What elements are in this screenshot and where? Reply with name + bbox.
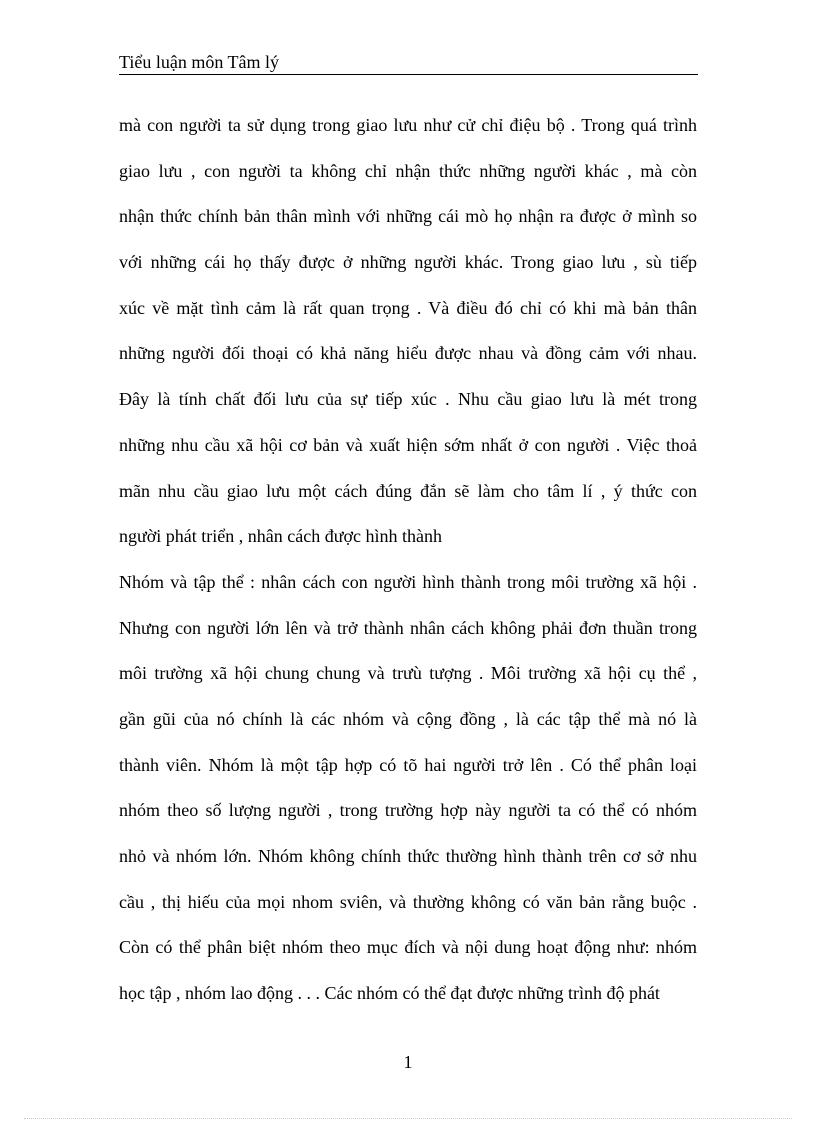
text-line: Nhưng con người lớn lên và trở thành nhân cách không phải đơn thuần trong <box>119 617 697 638</box>
text-line: mãn nhu cầu giao lưu một cách đúng đắn sẽ làm cho tâm lí , ý thức con <box>119 480 697 501</box>
text-line: Còn có thể phân biệt nhóm theo mục đích và nội dung hoạt động như: nhóm <box>119 937 697 958</box>
text-line: học tập , nhóm lao động . . . Các nhóm có thể đạt được những trình độ phát <box>119 983 660 1004</box>
page-header <box>119 50 698 75</box>
text-line: giao lưu , con người ta không chỉ nhận thức những người khác , mà còn <box>119 160 697 181</box>
text-line: xúc về mặt tình cảm là rất quan trọng . Và điều đó chỉ có khi mà bản thân <box>119 297 697 318</box>
text-line: thành viên. Nhóm là một tập hợp có tõ hai người trở lên . Có thể phân loại <box>119 754 697 775</box>
page-number: 1 <box>403 1052 413 1072</box>
text-line: mà con người ta sử dụng trong giao lưu như cử chỉ điệu bộ . Trong quá trình <box>119 115 697 135</box>
body-text <box>119 108 697 1022</box>
page-bottom-edge <box>24 1118 792 1119</box>
text-line: những người đối thoại có khả năng hiểu được nhau và đồng cảm với nhau. <box>119 343 697 364</box>
text-line: người phát triển , nhân cách được hình thành <box>119 526 442 547</box>
text-line: Nhóm và tập thể : nhân cách con người hình thành trong môi trường xã hội . <box>119 571 697 592</box>
text-line: gần gũi của nó chính là các nhóm và cộng đồng , là các tập thể mà nó là <box>119 708 697 729</box>
text-line: nhỏ và nhóm lớn. Nhóm không chính thức thường hình thành trên cơ sở nhu <box>119 846 697 866</box>
text-line: nhóm theo số lượng người , trong trường hợp này người ta có thể có nhóm <box>119 800 697 821</box>
text-line: với những cái họ thấy được ở những người khác. Trong giao lưu , sù tiếp <box>119 252 697 273</box>
text-line: môi trường xã hội chung chung và trưù tượng . Môi trường xã hội cụ thể , <box>119 663 697 684</box>
text-line: cầu , thị hiếu của mọi nhom sviên, và thường không có văn bản rằng buộc . <box>119 891 697 912</box>
text-line: những nhu cầu xã hội cơ bản và xuất hiện sớm nhất ở con người . Việc thoả <box>119 434 697 455</box>
text-line: Đây là tính chất đối lưu của sự tiếp xúc . Nhu cầu giao lưu là mét trong <box>119 389 697 410</box>
header-title: Tiểu luận môn Tâm lý <box>119 52 280 72</box>
text-line: nhận thức chính bản thân mình với những cái mò họ nhận ra được ở mình so <box>119 206 697 227</box>
